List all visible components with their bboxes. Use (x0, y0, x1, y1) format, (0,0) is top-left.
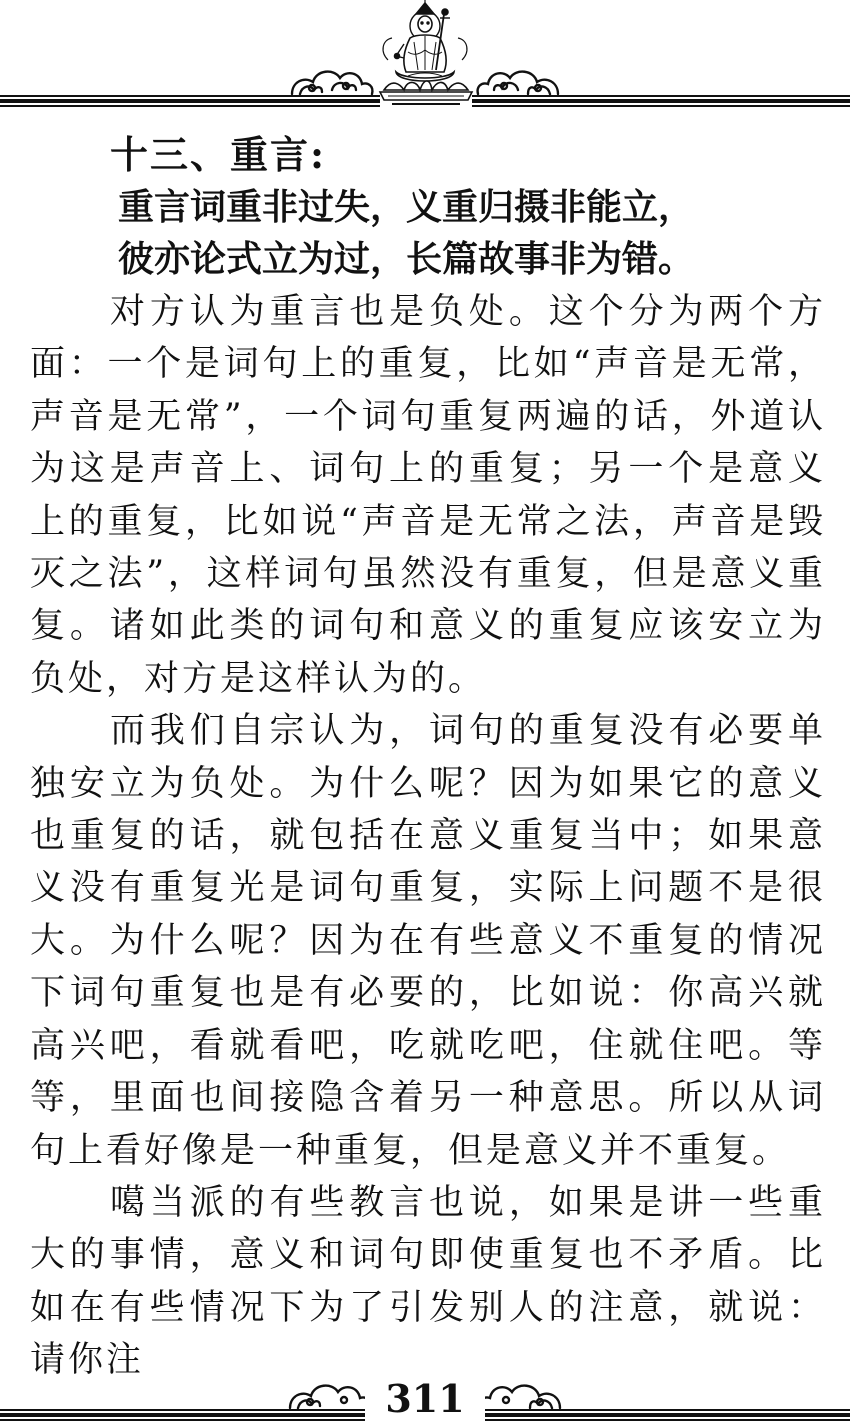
section-heading: 十三、重言: (110, 132, 327, 177)
verse-line: 重言词重非过失，义重归摄非能立， (118, 187, 695, 228)
paragraph: 对方认为重言也是负处。这个分为两个方面：一个是词句上的重复，比如“声音是无常，声音是无常”，一个词句重复两遍的话，外道认为这是声音上、词句上的重复；另一个是意义上的重复，比如说“声音是无常之法，声音是毁灭之法”，这样词句虽然没有重复，但是意义重复。诸如此类的词句和意义的重复应该安立为负处，对方是这样认为的。 (30, 292, 826, 699)
cloud-scroll-icon (290, 1386, 370, 1408)
header-rule-right (472, 96, 850, 106)
cloud-scroll-icon (478, 72, 558, 94)
footer-rule-right (480, 1410, 850, 1420)
cloud-scroll-icon (292, 72, 372, 94)
body-text (30, 286, 826, 1387)
footer-rule-left (0, 1410, 370, 1420)
header-rule-left (0, 96, 380, 106)
paragraph: 而我们自宗认为，词句的重复没有必要单独安立为负处。为什么呢？因为如果它的意义也重复的话，就包括在意义重复当中；如果意义没有重复光是词句重复，实际上问题不是很大。为什么呢？因为在有些意义不重复的情况下词句重复也是有必要的，比如说：你高兴就高兴吧，看就看吧，吃就吃吧，住就住吧。等等，里面也间接隐含着另一种意思。所以从词句上看好像是一种重复，但是意义并不重复。 (30, 711, 826, 1171)
verse-line: 彼亦论式立为过，长篇故事非为错。 (118, 239, 695, 280)
header-ornament (0, 0, 850, 116)
page-content (30, 128, 826, 1387)
paragraph: 噶当派的有些教言也说，如果是讲一些重大的事情，意义和词句即使重复也不矛盾。比如在有些情况下为了引发别人的注意，就说：请你注 (30, 1182, 826, 1381)
seated-deity-figure-icon (380, 0, 472, 104)
verse-block (30, 182, 826, 286)
page-footer (0, 1372, 850, 1426)
page-header (0, 0, 850, 116)
cloud-scroll-icon (480, 1386, 560, 1408)
page-number: 311 (365, 1376, 485, 1422)
